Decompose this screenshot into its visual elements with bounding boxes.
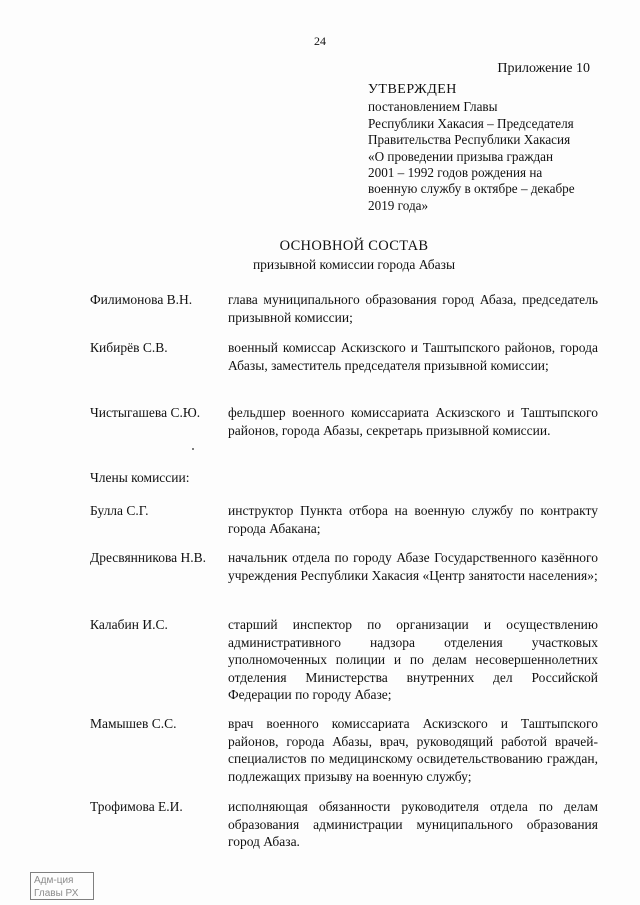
approval-line: «О проведении призыва граждан — [368, 148, 554, 164]
members-heading: Члены комиссии: — [90, 470, 190, 485]
member-description: начальник отдела по городу Абазе Государственного казённого учреждения Республики Хакасия «Центр занятости населения»; — [228, 550, 598, 583]
approval-block — [368, 82, 608, 214]
approval-line: 2019 года» — [368, 197, 429, 213]
member-description: исполняющая обязанности руководителя отдела по делам образования администрации муниципального образования город Абаза. — [228, 799, 598, 849]
approval-line: военную службу в октябре – декабре — [368, 181, 575, 197]
member-name: Кибирёв С.В. — [90, 340, 168, 355]
stamp-line: Адм-ция — [34, 875, 74, 886]
member-description: старший инспектор по организации и осуществлению административного надзора отделения участковых уполномоченных полиции и по делам несовершеннолетних отделения Министерства внутренних дел Российской Федерации по городу Абазе; — [228, 617, 598, 702]
approval-line: Правительства Республики Хакасия — [368, 132, 571, 148]
appendix-label: Приложение 10 — [497, 61, 590, 76]
member-name: Трофимова Е.И. — [90, 799, 183, 814]
member-name: Булла С.Г. — [90, 503, 149, 518]
member-description: фельдшер военного комиссариата Аскизского и Таштыпского районов, города Абазы, секретарь призывной комиссии. — [228, 405, 598, 438]
member-name: Мамышев С.С. — [90, 716, 177, 731]
member-description: военный комиссар Аскизского и Таштыпского районов, города Абазы, заместитель председателя призывной комиссии; — [228, 340, 598, 373]
member-name: Дресвянникова Н.В. — [90, 550, 207, 565]
member-description: инструктор Пункта отбора на военную службу по контракту города Абакана; — [228, 503, 598, 536]
registration-stamp — [30, 872, 94, 900]
member-description: глава муниципального образования город Абаза, председатель призывной комиссии; — [228, 292, 598, 325]
member-name: Филимонова В.Н. — [90, 292, 193, 307]
approval-line: Республики Хакасия – Председателя — [368, 115, 574, 131]
approval-line: 2001 – 1992 годов рождения на — [368, 165, 543, 181]
scan-speck — [192, 448, 194, 450]
approval-line: постановлением Главы — [368, 99, 498, 115]
document-title: ОСНОВНОЙ СОСТАВ — [279, 238, 429, 254]
member-name: Калабин И.С. — [90, 617, 168, 632]
member-description: врач военного комиссариата Аскизского и Таштыпского районов, города Абазы, врач, руководящий работой врачей-специалистов по медицинскому освидетельствованию граждан, подлежащих призыву на военную службу; — [228, 716, 598, 784]
approval-heading: УТВЕРЖДЕН — [368, 82, 457, 97]
member-name: Чистыгашева С.Ю. — [90, 405, 201, 420]
stamp-line: Главы РХ — [34, 888, 79, 899]
document-title-block — [0, 238, 640, 273]
document-subtitle: призывной комиссии города Абазы — [252, 257, 456, 272]
page-number: 24 — [314, 34, 326, 48]
